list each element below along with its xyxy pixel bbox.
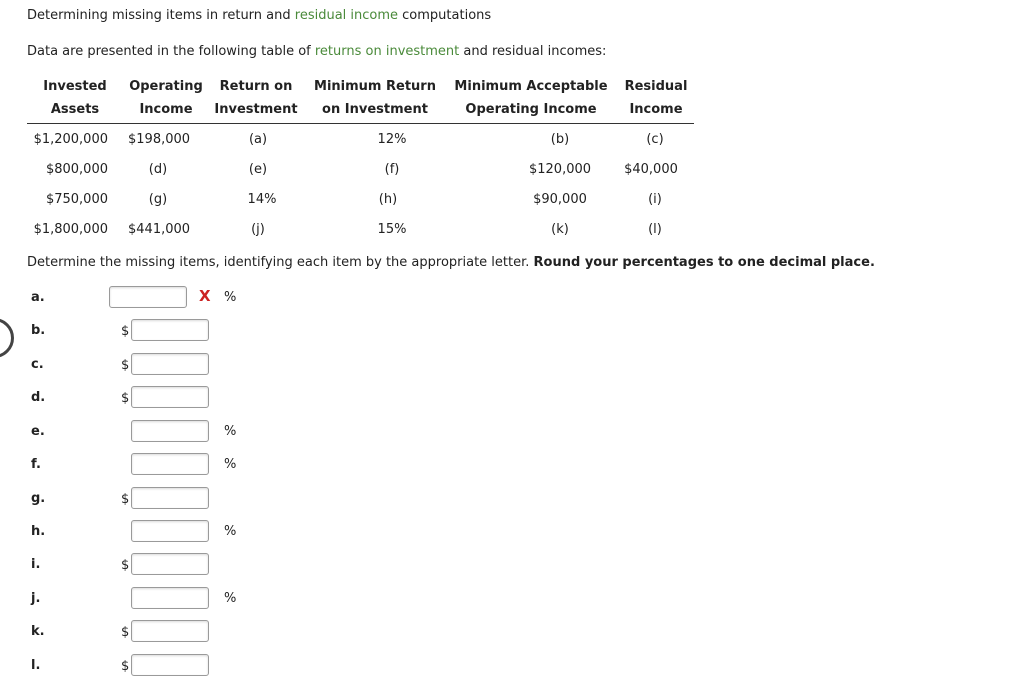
answer-l-input[interactable] <box>131 654 209 676</box>
answer-a-input[interactable] <box>109 286 187 308</box>
table-cell: $750,000 <box>45 192 108 207</box>
answer-e-input[interactable] <box>131 420 209 442</box>
incorrect-x-icon: X <box>199 287 211 305</box>
dollar-sign: $ <box>121 324 130 339</box>
table-cell: (d) <box>148 162 168 177</box>
table-cell: (a) <box>248 132 268 147</box>
answer-letter: e. <box>31 424 45 439</box>
intro-glossary-term[interactable]: returns on investment <box>314 44 460 59</box>
answer-letter: c. <box>31 357 44 372</box>
answer-j-input[interactable] <box>131 587 209 609</box>
dollar-sign: $ <box>121 391 130 406</box>
answer-c-input[interactable] <box>131 353 209 375</box>
table-cell: (f) <box>384 162 400 177</box>
rounding-note: Round your percentages to one decimal place. <box>533 255 875 270</box>
answer-row-g <box>0 485 400 515</box>
answer-g-input[interactable] <box>131 487 209 509</box>
table-cell: $120,000 <box>528 162 592 177</box>
header-minimum-acceptable-income: Minimum Acceptable Operating Income <box>454 79 608 117</box>
table-cell: $1,200,000 <box>33 132 108 147</box>
answer-row-b <box>0 317 400 347</box>
table-cell: (g) <box>148 192 168 207</box>
table-cell: (e) <box>248 162 268 177</box>
header-return-on-investment: Return on Investment <box>214 79 298 117</box>
answer-k-input[interactable] <box>131 620 209 642</box>
answer-row-i <box>0 551 400 581</box>
table-cell: (b) <box>550 132 570 147</box>
answer-row-a <box>0 284 400 314</box>
header-residual-income: Residual Income <box>624 79 688 117</box>
answer-letter: b. <box>31 323 46 338</box>
answer-h-input[interactable] <box>131 520 209 542</box>
table-cell: $40,000 <box>624 162 678 177</box>
intro-text <box>27 44 606 59</box>
answer-row-h <box>0 518 400 548</box>
percent-sign: % <box>224 424 237 439</box>
table-cell: 15% <box>377 222 407 237</box>
answer-d-input[interactable] <box>131 386 209 408</box>
answer-row-d <box>0 384 400 414</box>
answer-letter: i. <box>31 557 41 572</box>
intro-part1: Data are presented in the following table of <box>27 44 315 59</box>
dollar-sign: $ <box>121 558 130 573</box>
header-divider <box>27 123 694 124</box>
percent-sign: % <box>224 591 237 606</box>
table-cell: $800,000 <box>45 162 108 177</box>
title-glossary-term[interactable]: residual income <box>294 8 399 23</box>
answer-f-input[interactable] <box>131 453 209 475</box>
answer-row-j <box>0 585 400 615</box>
intro-part2: and residual incomes: <box>459 44 607 59</box>
header-minimum-return: Minimum Return on Investment <box>314 79 436 117</box>
answer-letter: d. <box>31 390 46 405</box>
answer-row-k <box>0 618 400 648</box>
answer-letter: a. <box>31 290 45 305</box>
answer-row-e <box>0 418 400 448</box>
table-cell: (k) <box>551 222 569 237</box>
table-cell: 12% <box>377 132 407 147</box>
percent-sign: % <box>224 457 237 472</box>
table-cell: (h) <box>378 192 398 207</box>
answer-row-c <box>0 351 400 381</box>
answer-i-input[interactable] <box>131 553 209 575</box>
answer-letter: j. <box>31 591 41 606</box>
data-table-header <box>0 75 700 123</box>
answer-b-input[interactable] <box>131 319 209 341</box>
table-cell: 14% <box>247 192 277 207</box>
table-cell: (c) <box>646 132 664 147</box>
answer-row-f <box>0 451 400 481</box>
table-cell: $198,000 <box>128 132 191 147</box>
header-operating-income: Operating Income <box>129 79 203 117</box>
answer-letter: h. <box>31 524 46 539</box>
table-cell: $441,000 <box>128 222 191 237</box>
table-cell: (i) <box>648 192 662 207</box>
answer-letter: k. <box>31 624 45 639</box>
answer-letter: f. <box>31 457 41 472</box>
percent-sign: % <box>224 524 237 539</box>
table-cell: (l) <box>648 222 662 237</box>
table-cell: $1,800,000 <box>33 222 108 237</box>
table-cell: (j) <box>251 222 265 237</box>
title-part1: Determining missing items in return and <box>27 8 295 23</box>
answer-letter: l. <box>31 658 41 673</box>
dollar-sign: $ <box>121 625 130 640</box>
instructions-text: Determine the missing items, identifying each item by the appropriate letter. Round your percentages to one decimal place. <box>27 255 875 270</box>
dollar-sign: $ <box>121 492 130 507</box>
dollar-sign: $ <box>121 659 130 674</box>
answer-row-l <box>0 652 400 682</box>
header-invested-assets: Invested Assets <box>43 79 107 117</box>
title-part2: computations <box>398 8 492 23</box>
answer-letter: g. <box>31 491 46 506</box>
table-cell: $90,000 <box>533 192 587 207</box>
percent-sign: % <box>224 290 237 305</box>
page-title <box>27 8 491 23</box>
dollar-sign: $ <box>121 358 130 373</box>
